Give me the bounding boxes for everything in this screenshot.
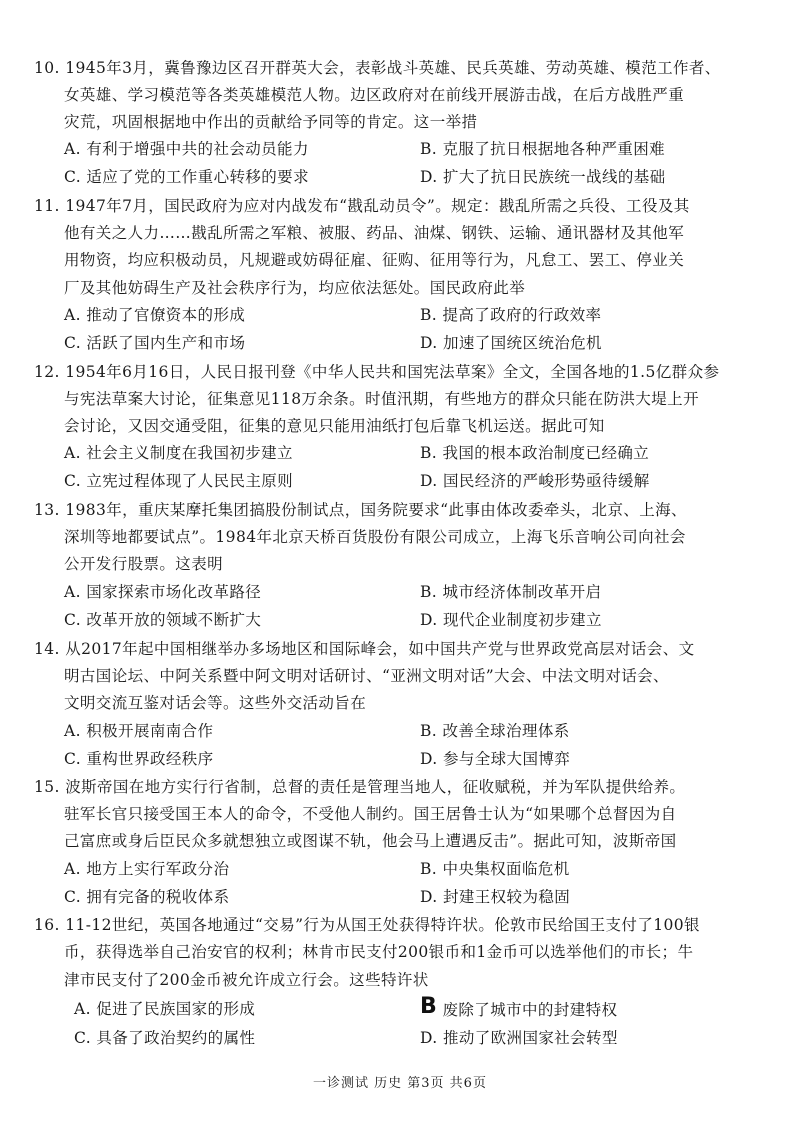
question-16-line-3: 津市民支付了200金币被允许成立行会。这些特许状: [64, 971, 429, 989]
question-number: 12.: [34, 363, 60, 381]
option-c[interactable]: C. 改革开放的领域不断扩大: [64, 611, 262, 629]
question-11-line-3: 用物资，均应积极动员，凡规避或妨碍征雇、征购、征用等行为，凡怠工、罢工、停业关: [64, 251, 685, 269]
option-b[interactable]: B. 改善全球治理体系: [420, 722, 570, 740]
question-number: 15.: [34, 778, 60, 796]
question-12-line-3: 会讨论，又因交通受阻，征集的意见只能用油纸打包后靠飞机运送。据此可知: [64, 417, 605, 435]
option-d[interactable]: D. 参与全球大国博弈: [420, 750, 571, 768]
option-a[interactable]: A. 积极开展南南合作: [64, 722, 214, 740]
option-a[interactable]: A. 社会主义制度在我国初步建立: [64, 444, 293, 462]
question-number: 14.: [34, 640, 60, 658]
option-b[interactable]: B. 克服了抗日根据地各种严重困难: [420, 140, 666, 158]
question-number: 16.: [34, 916, 60, 934]
option-d[interactable]: D. 国民经济的严峻形势亟待缓解: [420, 472, 650, 490]
option-c[interactable]: C. 活跃了国内生产和市场: [64, 334, 246, 352]
question-15-line-3: 己富庶或身后臣民众多就想独立或图谋不轨，他会马上遭遇反击”。据此可知，波斯帝国: [64, 832, 677, 850]
question-11-line-4: 厂及其他妨碍生产及社会秩序行为，均应依法惩处。国民政府此举: [64, 279, 526, 297]
option-b[interactable]: B. 提高了政府的行政效率: [420, 306, 602, 324]
option-b-handwritten[interactable]: B 废除了城市中的封建特权: [420, 994, 618, 1019]
question-13-line-3: 公开发行股票。这表明: [64, 555, 224, 573]
question-13-line-1: 13. 1983年，重庆某摩托集团搞股份制试点，国务院要求“此事由体改委牵头，北京、上海、: [34, 501, 687, 519]
question-10-line-2: 女英雄、学习模范等各类英雄模范人物。边区政府对在前线开展游击战，在后方战胜严重: [64, 86, 685, 104]
question-12-line-1: 12. 1954年6月16日，人民日报刊登《中华人民共和国宪法草案》全文，全国各地的1.5亿群众参: [34, 363, 720, 381]
page-footer: 一诊测试 历史 第3页 共6页: [313, 1076, 487, 1091]
handwritten-b-mark: B: [420, 994, 438, 1019]
option-a[interactable]: A. 有利于增强中共的社会动员能力: [64, 140, 309, 158]
question-number: 10.: [34, 59, 60, 77]
question-15-line-1: 15. 波斯帝国在地方实行行省制，总督的责任是管理当地人，征收赋税，并为军队提供给养。: [34, 778, 686, 796]
question-14-line-2: 明古国论坛、中阿关系暨中阿文明对话研讨、“亚洲文明对话”大会、中法文明对话会、: [64, 667, 669, 685]
option-c[interactable]: C. 拥有完备的税收体系: [64, 888, 230, 906]
option-a[interactable]: A. 地方上实行军政分治: [64, 860, 230, 878]
option-b[interactable]: B. 城市经济体制改革开启: [420, 583, 602, 601]
question-number: 13.: [34, 501, 60, 519]
question-16-line-1: 16. 11-12世纪，英国各地通过“交易”行为从国王处获得特许状。伦敦市民给国王支付了100银: [34, 916, 700, 934]
option-d[interactable]: D. 推动了欧洲国家社会转型: [420, 1029, 618, 1047]
question-15-line-2: 驻军长官只接受国王本人的命令，不受他人制约。国王居鲁士认为“如果哪个总督因为自: [64, 805, 677, 823]
option-c[interactable]: C. 具备了政治契约的属性: [74, 1029, 256, 1047]
option-b[interactable]: B. 中央集权面临危机: [420, 860, 570, 878]
option-b[interactable]: B. 我国的根本政治制度已经确立: [420, 444, 650, 462]
question-14-line-1: 14. 从2017年起中国相继举办多场地区和国际峰会，如中国共产党与世界政党高层对话会、文: [34, 640, 695, 658]
option-a[interactable]: A. 推动了官僚资本的形成: [64, 306, 246, 324]
option-d[interactable]: D. 封建王权较为稳固: [420, 888, 571, 906]
option-a[interactable]: A. 促进了民族国家的形成: [74, 1000, 256, 1018]
option-d[interactable]: D. 扩大了抗日民族统一战线的基础: [420, 168, 666, 186]
question-11-line-2: 他有关之人力……戡乱所需之军粮、被服、药品、油煤、钢铁、运输、通讯器材及其他军: [64, 224, 685, 242]
question-13-line-2: 深圳等地都要试点”。1984年北京天桥百货股份有限公司成立，上海飞乐音响公司向社会: [64, 528, 686, 546]
option-c[interactable]: C. 立宪过程体现了人民民主原则: [64, 472, 294, 490]
question-10-line-3: 灾荒，巩固根据地中作出的贡献给予同等的肯定。这一举措: [64, 113, 478, 131]
option-c[interactable]: C. 重构世界政经秩序: [64, 750, 214, 768]
option-d[interactable]: D. 加速了国统区统治危机: [420, 334, 602, 352]
question-11-line-1: 11. 1947年7月，国民政府为应对内战发布“戡乱动员令”。规定：戡乱所需之兵役、工役及其: [34, 197, 690, 215]
option-d[interactable]: D. 现代企业制度初步建立: [420, 611, 602, 629]
option-c[interactable]: C. 适应了党的工作重心转移的要求: [64, 168, 309, 186]
question-14-line-3: 文明交流互鉴对话会等。这些外交活动旨在: [64, 694, 367, 712]
option-a[interactable]: A. 国家探索市场化改革路径: [64, 583, 262, 601]
question-12-line-2: 与宪法草案大讨论，征集意见118万余条。时值汛期，有些地方的群众只能在防洪大堤上开: [64, 390, 699, 408]
question-number: 11.: [34, 197, 60, 215]
question-16-line-2: 币，获得选举自己治安官的权利；林肯市民支付200银币和1金币可以选举他们的市长；牛: [64, 943, 694, 961]
question-10-line-1: 10. 1945年3月，冀鲁豫边区召开群英大会，表彰战斗英雄、民兵英雄、劳动英雄、模范工作者、: [34, 59, 721, 77]
